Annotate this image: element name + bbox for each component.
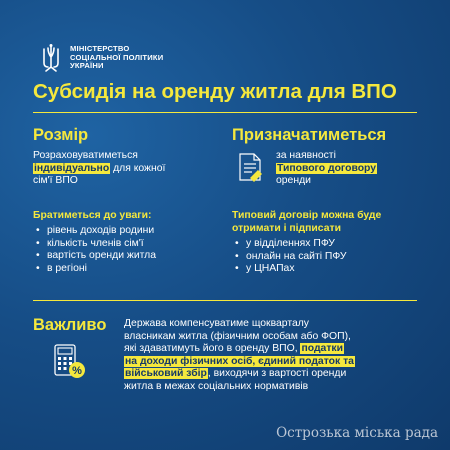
svg-text:%: % xyxy=(72,365,82,377)
footer-watermark: Острозька міська рада xyxy=(276,425,438,441)
calculator-percent-icon xyxy=(52,343,88,381)
consider-heading: Братиметься до уваги: xyxy=(33,210,152,221)
contract-highlight: Типового договору xyxy=(277,162,377,174)
trident-icon xyxy=(40,43,62,73)
title-divider xyxy=(33,112,417,113)
size-line-3: сім'ї ВПО xyxy=(33,175,78,187)
list-item: • у ЦНАПах xyxy=(232,263,432,276)
list-item: • в регіоні xyxy=(33,263,223,276)
contract-heading-line-2: отримати і підписати xyxy=(232,222,341,234)
assigned-description xyxy=(276,150,426,188)
important-line-1: Держава компенсуватиме щокварталу xyxy=(124,318,310,329)
important-text xyxy=(124,318,434,394)
list-item: • кількість членів сім'ї xyxy=(33,238,223,251)
ministry-line-2: СОЦІАЛЬНОЇ ПОЛІТИКИ xyxy=(70,52,164,62)
ministry-line-3: УКРАЇНИ xyxy=(70,61,104,71)
list-item: • вартість оренди житла xyxy=(33,250,223,263)
individual-highlight: індивідуально xyxy=(34,162,110,174)
ministry-name xyxy=(70,45,163,71)
section-divider xyxy=(33,300,417,301)
page-title: Субсидія на оренду житла для ВПО xyxy=(33,80,397,103)
important-line-4 xyxy=(124,356,434,369)
size-description xyxy=(33,150,223,188)
contract-places-list xyxy=(232,238,432,276)
contract-heading-line-1: Типовий договір можна буде xyxy=(232,210,382,221)
important-line-3-plain: які здаватимуть його в оренду ВПО, xyxy=(124,343,301,355)
assigned-heading: Призначатиметься xyxy=(232,126,387,144)
important-line-5 xyxy=(124,368,434,381)
important-line-3 xyxy=(124,343,434,356)
important-line-5-rest: , виходячи з вартості оренди xyxy=(207,368,347,380)
consider-list xyxy=(33,225,223,275)
important-line-6: житла в межах соціальних нормативів xyxy=(124,380,309,392)
size-line-1: Розраховуватиметься xyxy=(33,150,138,161)
size-heading: Розмір xyxy=(33,126,89,144)
assigned-line-3: оренди xyxy=(276,175,311,187)
size-line-2-rest: для кожної xyxy=(110,162,166,174)
important-heading: Важливо xyxy=(33,316,107,334)
list-item: • онлайн на сайті ПФУ xyxy=(232,251,432,264)
taxes-highlight-2: на доходи фізичних осіб, єдиний податок та xyxy=(125,355,354,367)
assigned-line-1: за наявності xyxy=(276,150,336,161)
size-line-2 xyxy=(33,163,223,176)
important-line-2: власникам житла (фізичним особам або ФОП), xyxy=(124,330,351,342)
contract-heading xyxy=(232,210,432,235)
list-item: • у відділеннях ПФУ xyxy=(232,238,432,251)
taxes-highlight: податки xyxy=(301,343,344,355)
ministry-header xyxy=(40,43,163,73)
document-icon xyxy=(236,152,266,184)
military-levy-highlight: військовий збір xyxy=(125,368,207,380)
ministry-line-1: МІНІСТЕРСТВО xyxy=(70,43,130,53)
list-item: • рівень доходів родини xyxy=(33,225,223,238)
